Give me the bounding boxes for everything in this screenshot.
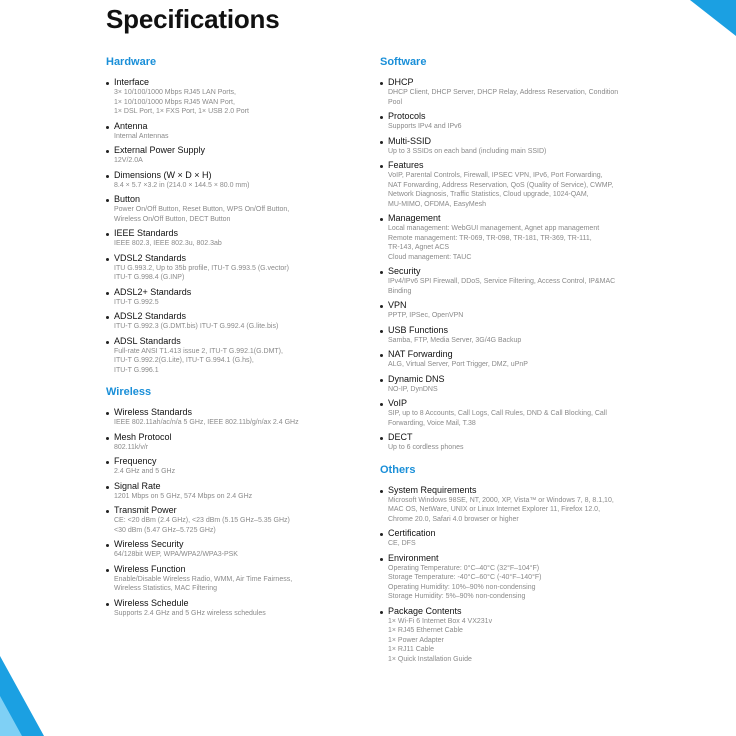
spec-label: Certification	[388, 528, 436, 538]
corner-accent-top-right	[690, 0, 736, 36]
spec-item	[380, 349, 680, 370]
spec-label: Dynamic DNS	[388, 373, 445, 384]
spec-item	[106, 598, 368, 619]
spec-label: Dimensions (W × D × H)	[114, 169, 212, 180]
spec-item	[380, 213, 680, 262]
page-title: Specifications	[106, 4, 280, 34]
spec-label: System Requirements	[388, 484, 477, 495]
spec-label: NAT Forwarding	[388, 349, 453, 359]
spec-description: IEEE 802.11ah/ac/n/a 5 GHz, IEEE 802.11b/g/n/ax 2.4 GHz	[114, 419, 299, 426]
spec-item	[380, 553, 680, 602]
spec-description: Supports 2.4 GHz and 5 GHz wireless schedules	[114, 609, 266, 617]
section-heading-software: Software	[380, 56, 427, 68]
spec-description: Supports IPv4 and IPv6	[388, 123, 462, 130]
section-heading-wireless: Wireless	[106, 386, 152, 398]
spec-description: 802.11k/v/r	[114, 443, 149, 451]
spec-description: IEEE 802.3, IEEE 802.3u, 802.3ab	[114, 240, 222, 247]
spec-description: Local management: WebGUI management, Agnet app management Remote management: TR-069, TR-098, TR-181, TR-369, TR-111, TR-143, Agnet ACS Cloud management: TAUC	[388, 225, 600, 261]
spec-item	[106, 194, 368, 224]
spec-item	[106, 287, 368, 308]
right-column	[380, 56, 680, 668]
left-column	[106, 56, 368, 622]
spec-item	[380, 398, 680, 428]
spec-label: Package Contents	[388, 605, 462, 616]
spec-label: ADSL2 Standards	[114, 311, 187, 321]
spec-item	[106, 481, 368, 502]
spec-description: Up to 6 cordless phones	[388, 444, 464, 451]
spec-item	[106, 170, 368, 191]
spec-item	[380, 160, 680, 209]
spec-item	[106, 336, 368, 376]
spec-item	[106, 432, 368, 453]
spec-description: 8.4 × 5.7 ×3.2 in (214.0 × 144.5 × 80.0 mm)	[114, 181, 250, 189]
spec-label: Transmit Power	[114, 505, 177, 515]
spec-description: CE, DFS	[388, 540, 416, 547]
spec-item	[380, 528, 680, 549]
spec-label: Frequency	[114, 456, 157, 466]
spec-item	[106, 539, 368, 560]
spec-label: Protocols	[388, 111, 426, 121]
spec-description: ITU G.993.2, Up to 35b profile, ITU-T G.993.5 (G.vector) ITU-T G.998.4 (G.INP)	[114, 264, 289, 281]
spec-item	[380, 300, 680, 321]
spec-item	[106, 253, 368, 283]
spec-item	[106, 505, 368, 535]
spec-description: ITU-T G.992.5	[114, 298, 159, 306]
spec-item	[106, 311, 368, 332]
spec-item	[106, 121, 368, 142]
spec-description: NO-IP, DynDNS	[388, 385, 438, 393]
spec-description: ALG, Virtual Server, Port Trigger, DMZ, uPnP	[388, 361, 528, 368]
spec-item	[380, 136, 680, 157]
spec-description: 3× 10/100/1000 Mbps RJ45 LAN Ports, 1× 10/100/1000 Mbps RJ45 WAN Port, 1× DSL Port, 1× FXS Port, 1× USB 2.0 Port	[114, 89, 249, 115]
spec-item	[106, 77, 368, 117]
spec-label: Mesh Protocol	[114, 431, 172, 442]
spec-item	[380, 432, 680, 453]
spec-item	[106, 407, 368, 428]
spec-item	[380, 374, 680, 395]
spec-description: Power On/Off Button, Reset Button, WPS On/Off Button, Wireless On/Off Button, DECT Button	[114, 206, 290, 223]
spec-label: Wireless Security	[114, 539, 184, 549]
spec-description: CE: <20 dBm (2.4 GHz), <23 dBm (5.15 GHz–5.35 GHz) <30 dBm (5.47 GHz–5.725 GHz)	[114, 517, 290, 534]
spec-item	[106, 564, 368, 594]
spec-label: DHCP	[388, 77, 414, 87]
spec-label: Security	[388, 266, 421, 276]
spec-label: Wireless Schedule	[114, 597, 189, 608]
spec-description: Microsoft Windows 98SE, NT, 2000, XP, Vista™ or Windows 7, 8, 8.1,10, MAC OS, NetWare, UNIX or Linux Internet Explorer 11, Firefox 12.0, Chrome 20.0, Safari 4.0 browser or higher	[388, 496, 614, 523]
spec-label: ADSL2+ Standards	[114, 286, 192, 297]
spec-description: PPTP, IPSec, OpenVPN	[388, 312, 464, 319]
spec-label: External Power Supply	[114, 145, 206, 155]
spec-description: Up to 3 SSIDs on each band (including main SSID)	[388, 147, 547, 155]
spec-description: VoIP, Parental Controls, Firewall, IPSEC VPN, IPv6, Port Forwarding, NAT Forwarding, Address Reservation, QoS (Quality of Service), CWMP, Network Diagnosis, Traffic Statistics, Cloud upgrade, 1024-QAM, MU-MIMO, OFDMA, EasyMesh	[388, 172, 614, 208]
spec-item	[380, 77, 680, 107]
spec-label: Multi-SSID	[388, 135, 432, 146]
spec-label: Environment	[388, 552, 439, 563]
spec-label: Management	[388, 213, 441, 223]
spec-description: Internal Antennas	[114, 132, 169, 140]
spec-label: VoIP	[388, 398, 408, 408]
spec-description: 1201 Mbps on 5 GHz, 574 Mbps on 2.4 GHz	[114, 492, 253, 500]
spec-description: 2.4 GHz and 5 GHz	[114, 468, 176, 475]
spec-description: IPv4/IPv6 SPI Firewall, DDoS, Service Filtering, Access Control, IP&MAC Binding	[388, 278, 616, 295]
spec-label: ADSL Standards	[114, 335, 181, 346]
corner-accent-bottom-left-light	[0, 696, 22, 736]
spec-label: Features	[388, 160, 424, 170]
spec-label: Interface	[114, 77, 150, 87]
section-heading-hardware: Hardware	[106, 56, 157, 68]
section-heading-others: Others	[380, 463, 416, 476]
spec-item	[106, 456, 368, 477]
spec-item	[380, 485, 680, 525]
spec-item	[380, 325, 680, 346]
spec-description: Full-rate ANSI T1.413 issue 2, ITU-T G.992.1(G.DMT), ITU-T G.992.2(G.Lite), ITU-T G.994.1 (G.hs), ITU-T G.996.1	[114, 347, 283, 374]
spec-description: ITU-T G.992.3 (G.DMT.bis) ITU-T G.992.4 (G.lite.bis)	[114, 323, 279, 330]
spec-description: Enable/Disable Wireless Radio, WMM, Air Time Fairness, Wireless Statistics, MAC Filtering	[114, 575, 293, 592]
spec-label: Button	[114, 194, 141, 204]
spec-label: Wireless Function	[114, 563, 186, 574]
spec-description: SIP, up to 8 Accounts, Call Logs, Call Rules, DND & Call Blocking, Call Forwarding, Voice Mail, T.38	[388, 410, 607, 427]
spec-description: 64/128bit WEP, WPA/WPA2/WPA3-PSK	[114, 551, 238, 558]
spec-description: 12V/2.0A	[114, 157, 143, 164]
spec-label: VDSL2 Standards	[114, 252, 187, 263]
spec-description: Samba, FTP, Media Server, 3G/4G Backup	[388, 336, 522, 344]
spec-label: Signal Rate	[114, 480, 161, 491]
spec-label: USB Functions	[388, 324, 449, 335]
spec-item	[380, 606, 680, 665]
spec-label: IEEE Standards	[114, 228, 179, 238]
spec-item	[106, 228, 368, 249]
spec-item	[380, 111, 680, 132]
spec-description: Operating Temperature: 0°C–40°C (32°F–104°F) Storage Temperature: -40°C–60°C (-40°F–140°F) Operating Humidity: 10%–90% non-condensing Storage Humidity: 5%–90% non-condensing	[388, 564, 542, 600]
spec-description: DHCP Client, DHCP Server, DHCP Relay, Address Reservation, Condition Pool	[388, 89, 619, 106]
spec-item	[106, 145, 368, 166]
spec-label: VPN	[388, 300, 407, 310]
spec-label: DECT	[388, 432, 413, 442]
spec-label: Wireless Standards	[114, 407, 193, 417]
spec-description: 1× Wi-Fi 6 Internet Box 4 VX231v 1× RJ45 Ethernet Cable 1× Power Adapter 1× RJ11 Cable 1× Quick Installation Guide	[388, 617, 493, 663]
spec-item	[380, 266, 680, 296]
spec-label: Antenna	[114, 120, 148, 131]
